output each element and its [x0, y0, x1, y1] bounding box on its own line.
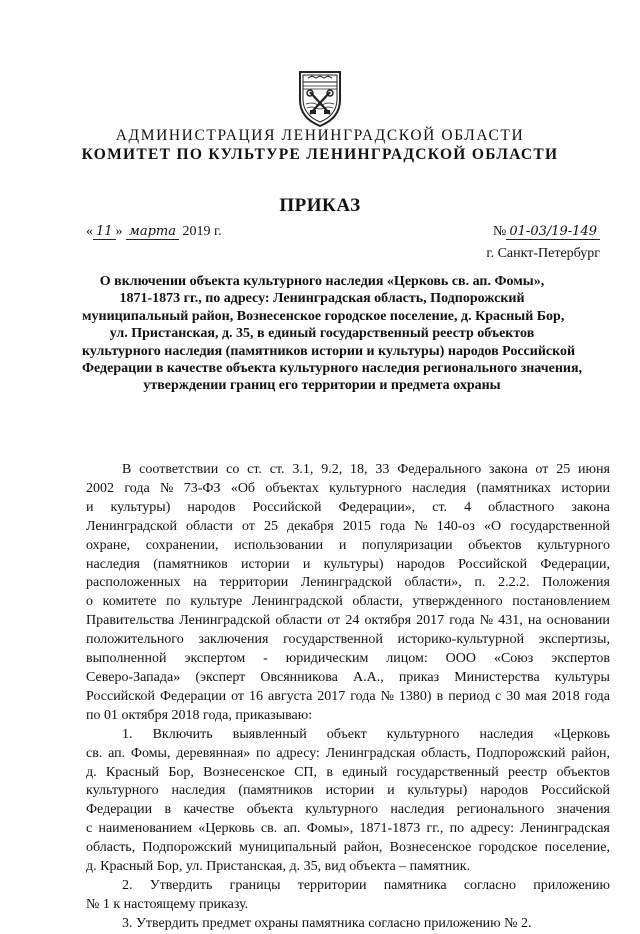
word: Фомы», [306, 821, 354, 837]
word: государственной [283, 632, 383, 648]
word: Федерального [397, 462, 482, 477]
body-line [86, 877, 610, 896]
subject-line: культурного наследия (памятников истории и культуры) народов Российской [82, 343, 576, 359]
word: «О [484, 518, 502, 534]
word: значения [556, 802, 610, 818]
word: Подпорожский [476, 745, 566, 761]
word: 16 [249, 688, 264, 704]
word: Федерации, [540, 556, 610, 572]
city: г. Санкт-Петербург [486, 246, 600, 261]
word: ООО [445, 651, 477, 667]
body-line [86, 461, 610, 480]
body-line [86, 499, 610, 518]
word: наименованием [98, 821, 192, 837]
word: наследия [479, 726, 534, 742]
word: выявленный [232, 726, 307, 742]
word: памятника [383, 877, 447, 893]
word: Фомы, [130, 745, 171, 761]
date-open-quote: « [86, 224, 93, 239]
word: 2018 [551, 688, 580, 704]
word: объектов [468, 537, 522, 553]
word: 2. [122, 877, 133, 893]
body-line [86, 782, 610, 801]
word: в [436, 688, 444, 704]
number-prefix: № [493, 224, 507, 239]
word: 9.2, [321, 462, 343, 477]
body-line [86, 726, 610, 745]
word: ст. [432, 499, 448, 515]
word: 2002 [86, 480, 114, 496]
word: территории [219, 575, 289, 591]
word: культуры [554, 669, 610, 685]
word: Правительства [86, 613, 175, 629]
word: № [380, 688, 394, 704]
word: (памятников [153, 556, 228, 572]
word: декабря [287, 518, 334, 534]
body-line [86, 631, 610, 650]
word: ап. [108, 745, 126, 761]
word: 1. [122, 726, 133, 742]
body-line: по 01 октября 2018 года, приказываю: [86, 707, 313, 723]
word: № [160, 480, 174, 496]
word: св. [260, 821, 278, 837]
body-line: д. Красный Бор, ул. Пристанская, д. 35, вид объекта – памятник. [86, 859, 471, 875]
subject-line: О включении объекта культурного наследия «Церковь св. ап. Фомы», [99, 274, 545, 289]
word: года [350, 688, 376, 704]
word: с [86, 821, 93, 837]
word: расположенных [86, 575, 181, 591]
word: июня [578, 462, 610, 477]
word: 3.1, [292, 462, 314, 477]
word: приложению [533, 877, 610, 893]
organization-name: АДМИНИСТРАЦИЯ ЛЕНИНГРАДСКОЙ ОБЛАСТИ [115, 127, 525, 144]
body-line [86, 745, 610, 764]
word: соответствии [139, 462, 219, 477]
word: по [256, 745, 271, 761]
word: д. [86, 764, 97, 780]
word: объекта [246, 802, 294, 818]
word: утвержденного [412, 594, 503, 610]
word: 2017 [416, 613, 445, 629]
word: св. [86, 745, 103, 761]
word: (памятниках [476, 480, 552, 496]
word: государственной [510, 518, 610, 534]
body-line [86, 612, 610, 631]
word: на [193, 575, 207, 591]
word: область, [421, 745, 471, 761]
word: 2015 [342, 518, 371, 534]
word: закона [489, 462, 528, 477]
coat-of-arms-emblem [294, 66, 346, 128]
word: области, [352, 594, 403, 610]
word: культуре [190, 594, 243, 610]
word: (памятников [238, 783, 313, 799]
word: с [495, 688, 502, 704]
word: 25 [556, 462, 571, 477]
word: период [448, 688, 491, 704]
word: заключения [198, 632, 269, 648]
word: от [535, 462, 549, 477]
word: район, [343, 840, 383, 856]
word: Положения [542, 575, 610, 591]
word: 1380) [398, 688, 432, 704]
word: культурного [537, 537, 610, 553]
word: объект [326, 726, 367, 742]
word: реестр [507, 764, 548, 780]
word: культурного [86, 783, 159, 799]
word: сохранении, [145, 537, 219, 553]
subject-line: 1871-1873 гг., по адресу: Ленинградская область, Подпорожский [119, 291, 525, 307]
word: регионального [456, 802, 545, 818]
word: по [166, 594, 181, 610]
word: использовании [234, 537, 324, 553]
word: года [124, 480, 150, 496]
word: 140-оз [436, 518, 475, 534]
word: культурного [386, 726, 460, 742]
word: поселение, [544, 840, 610, 856]
word: 4 [464, 499, 472, 515]
word: историко-культурной [397, 632, 525, 648]
body-line: № 1 к настоящему приказу. [86, 896, 249, 912]
body-line [86, 688, 610, 707]
word: октября [364, 613, 412, 629]
word: городское [478, 840, 538, 856]
word: наследия [171, 783, 226, 799]
word: областного [488, 499, 555, 515]
word: государственный [396, 764, 499, 780]
word: Российской [540, 783, 610, 799]
word: Министерства [454, 669, 540, 685]
word: 2.2.2. [498, 575, 530, 591]
word: адресу: [470, 821, 514, 837]
body-line [86, 556, 610, 575]
word: Утвердить [149, 877, 213, 893]
word: от [231, 688, 245, 704]
subject-line: муниципальный район, Вознесенское городское поселение, д. Красный Бор, [82, 308, 565, 324]
document-title: ПРИКАЗ [279, 195, 361, 216]
word: гг., [426, 821, 444, 837]
word: и [338, 537, 347, 553]
date-year: 2019 г. [182, 224, 222, 239]
body-line [86, 574, 610, 593]
order-number [493, 224, 600, 240]
word: 24 [345, 613, 360, 629]
word: Северо-Запада» [86, 669, 181, 685]
word: Федерации», [338, 499, 416, 515]
word: Овсянникова [260, 669, 338, 685]
body-line [86, 764, 610, 783]
word: № [414, 518, 428, 534]
subject-line: Федерации в качестве объекта культурного наследия регионального значения, [82, 361, 583, 377]
committee-name: КОМИТЕТ ПО КУЛЬТУРЕ ЛЕНИНГРАДСКОЙ ОБЛАСТИ [81, 146, 559, 163]
word: территории [297, 877, 367, 893]
word: Красный [105, 764, 160, 780]
word: «Об [230, 480, 256, 496]
word: со [226, 462, 240, 477]
order-body [86, 461, 610, 934]
word: Подпорожский [142, 840, 232, 856]
word: область, [86, 840, 136, 856]
word: истории [561, 480, 610, 496]
body-line [86, 537, 610, 556]
word: года [449, 613, 475, 629]
word: Включить [152, 726, 213, 742]
word: 73-ФЗ [183, 480, 221, 496]
word: Российской [458, 556, 528, 572]
word: в [326, 764, 333, 780]
word: муниципальный [239, 840, 337, 856]
word: культуры) [110, 499, 171, 515]
word: популяризации [362, 537, 453, 553]
word: (эксперт [195, 669, 246, 685]
word: года [584, 688, 610, 704]
word: А.А., [352, 669, 384, 685]
word: № [479, 613, 494, 629]
word: основании [546, 613, 610, 629]
word: Бор, [168, 764, 194, 780]
word: культуры) [407, 783, 468, 799]
word: наследия [86, 556, 140, 572]
date-close-quote: » [115, 224, 123, 239]
word: культуры) [323, 556, 384, 572]
word: 18, [350, 462, 368, 477]
word: наследия [390, 802, 445, 818]
word: объектах [265, 480, 319, 496]
word: положительного [86, 632, 184, 648]
body-line [86, 518, 610, 537]
word: народов [187, 499, 236, 515]
word: юридическим [285, 651, 369, 667]
word: СП, [294, 764, 318, 780]
word: Ленинградской [179, 613, 271, 629]
word: район, [571, 745, 610, 761]
date-day: 11 [93, 224, 116, 240]
word: на [527, 613, 542, 629]
word: Ленинградской [300, 575, 392, 591]
word: «Церковь [198, 821, 255, 837]
word: 431, [498, 613, 523, 629]
word: и [387, 783, 395, 799]
word: от [241, 518, 255, 534]
word: границы [229, 877, 281, 893]
body-line [86, 669, 610, 688]
word: о [86, 594, 93, 610]
word: постановлением [512, 594, 610, 610]
word: от [327, 613, 341, 629]
word: выполненной [86, 651, 167, 667]
word: истории [325, 783, 375, 799]
word: ст. [269, 462, 285, 477]
word: Федерации [159, 688, 227, 704]
word: области [186, 518, 233, 534]
word: деревянная» [176, 745, 251, 761]
word: народов [480, 783, 529, 799]
word: Ленинградская [520, 821, 610, 837]
word: экспертов [551, 651, 610, 667]
body-line [86, 801, 610, 820]
word: «Союз [493, 651, 534, 667]
word: экспертом [184, 651, 246, 667]
word: Ленинградская [325, 745, 416, 761]
word: закона [571, 499, 610, 515]
word: качестве [183, 802, 235, 818]
word: охране, [86, 537, 131, 553]
word: Вознесенское [389, 840, 472, 856]
word: комитете [102, 594, 157, 610]
body-line [86, 820, 610, 839]
word: единый [342, 764, 388, 780]
word: экспертизы, [538, 632, 610, 648]
word: В [122, 462, 132, 477]
word: Вознесенское [203, 764, 285, 780]
order-subject [82, 273, 583, 395]
body-line [86, 839, 610, 858]
word: объектов [556, 764, 610, 780]
word: 33 [375, 462, 390, 477]
number-value: 01-03/19-149 [506, 224, 600, 240]
word: Российской [86, 688, 155, 704]
word: 1871-1873 [359, 821, 421, 837]
date-month: марта [126, 224, 179, 240]
word: Федерации [86, 802, 153, 818]
subject-line: ул. Пристанская, д. 35, в единый государственный реестр объектов [109, 326, 535, 342]
word: - [263, 651, 268, 667]
subject-line: утверждении границ его территории и предмета охраны [143, 378, 501, 394]
word: п. [474, 575, 486, 591]
word: Российской [252, 499, 322, 515]
word: культурного [305, 802, 379, 818]
word: мая [525, 688, 547, 704]
word: народов [396, 556, 445, 572]
word: по [449, 821, 465, 837]
word: 25 [263, 518, 278, 534]
word: и [86, 499, 94, 515]
word: адресу: [276, 745, 320, 761]
word: и [302, 556, 311, 572]
word: 30 [506, 688, 521, 704]
word: ст. [247, 462, 262, 477]
word: в [164, 802, 172, 818]
word: 2017 [317, 688, 346, 704]
body-line [86, 593, 610, 612]
word: области», [404, 575, 462, 591]
body-line [86, 650, 610, 669]
body-line [86, 480, 610, 499]
word: наследия [412, 480, 467, 496]
order-date [86, 224, 222, 240]
word: августа [268, 688, 313, 704]
word: области [275, 613, 323, 629]
word: Ленинградской [86, 518, 177, 534]
body-line: 3. Утвердить предмет охраны памятника согласно приложению № 2. [122, 915, 532, 931]
word: согласно [463, 877, 516, 893]
word: культурного [329, 480, 402, 496]
word: истории [241, 556, 290, 572]
word: приказ [398, 669, 440, 685]
word: года [379, 518, 406, 534]
word: Ленинградской [251, 594, 343, 610]
word: «Церковь [553, 726, 610, 742]
word: лицом: [386, 651, 428, 667]
word: ап. [283, 821, 301, 837]
